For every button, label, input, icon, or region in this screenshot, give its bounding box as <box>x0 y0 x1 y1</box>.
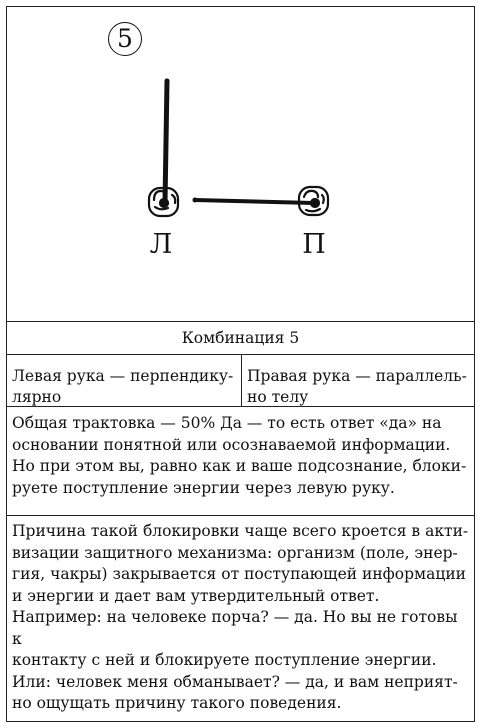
left-hand-line <box>165 81 167 203</box>
right-hand-end-dot <box>193 198 198 203</box>
example-paragraph: Например: на человеке порча? — да. Но вы не готовы к контакту с ней и блокируете поступление энергии. <box>12 608 458 669</box>
left-fist-icon <box>149 188 178 216</box>
left-hand-letter: Л <box>149 229 173 260</box>
right-hand-line <box>195 200 313 203</box>
combination-title: Комбинация 5 <box>7 322 474 355</box>
combination-number-badge: 5 <box>108 22 142 56</box>
hands-illustration <box>7 7 474 322</box>
cause-paragraph: Причина такой блокировки чаще всего кроется в акти- визации защитного механизма: организм (поле, энер- гия, чакры) закрывается от поступающей информации и энергии и дает вам утвердительный ответ. <box>12 522 469 605</box>
alternative-example-paragraph: Или: человек меня обманывает? — да, и вам неприят- но ощущать причину такого поведения. <box>12 672 458 712</box>
left-hand-top-dot <box>165 79 170 84</box>
right-hand-letter: П <box>302 229 326 260</box>
left-hand-description: Левая рука — перпендику- лярно <box>12 367 234 406</box>
general-interpretation-text: Общая трактовка — 50% Да — то есть ответ «да» на основании понятной или осознаваемой информации. Но при этом вы, равно как и ваше подсознание, блоки- руете поступление энергии через левую руку. <box>12 414 467 497</box>
left-hand-cell <box>7 355 242 406</box>
right-hand-description: Правая рука — параллель- но телу <box>247 367 467 406</box>
combination-card <box>6 6 475 722</box>
general-interpretation-block <box>7 407 474 516</box>
blocking-cause-block <box>7 516 474 721</box>
hands-diagram <box>7 7 474 321</box>
hands-positions-row <box>7 355 474 407</box>
right-hand-cell <box>242 355 474 406</box>
